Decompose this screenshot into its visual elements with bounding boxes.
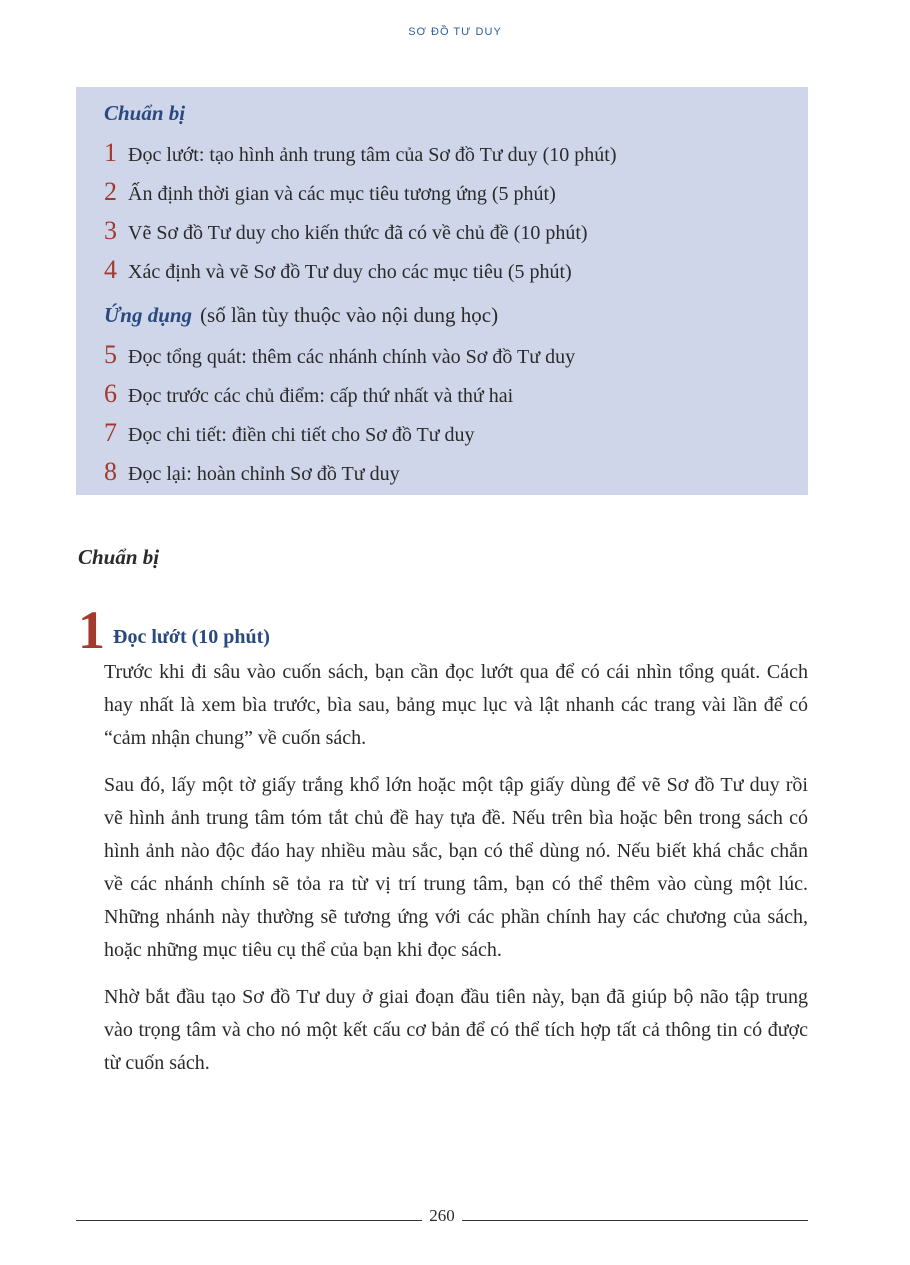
step-item <box>104 250 808 289</box>
step-number: 4 <box>104 255 117 284</box>
step-text: Đọc lại: hoàn chỉnh Sơ đồ Tư duy <box>128 463 400 485</box>
preparation-heading: Chuẩn bị <box>104 101 186 125</box>
steps-summary-box <box>76 87 808 495</box>
step-text: Vẽ Sơ đồ Tư duy cho kiến thức đã có về chủ đề (10 phút) <box>128 222 588 244</box>
paragraph: Nhờ bắt đầu tạo Sơ đồ Tư duy ở giai đoạn đầu tiên này, bạn đã giúp bộ não tập trung vào trọng tâm và cho nó một kết cấu cơ bản để có thể tích hợp tất cả thông tin có được từ cuốn sách. <box>104 986 808 1074</box>
step-item <box>104 133 808 172</box>
subsection-heading <box>78 600 270 660</box>
application-heading-row <box>104 299 808 331</box>
footer-rule-right <box>462 1220 808 1221</box>
page-footer <box>76 1206 808 1230</box>
step-number: 3 <box>104 216 117 245</box>
step-item <box>104 211 808 250</box>
step-number: 8 <box>104 457 117 486</box>
step-item <box>104 452 808 491</box>
paragraph: Trước khi đi sâu vào cuốn sách, bạn cần đọc lướt qua để có cái nhìn tổng quát. Cách hay nhất là xem bìa trước, bìa sau, bảng mục lục và lật nhanh các trang vài lần để có “cảm nhận chung” về cuốn sách. <box>104 661 808 749</box>
step-item <box>104 374 808 413</box>
paragraph: Sau đó, lấy một tờ giấy trắng khổ lớn hoặc một tập giấy dùng để vẽ Sơ đồ Tư duy rồi vẽ hình ảnh trung tâm tóm tắt chủ đề hay tựa đề. Nếu trên bìa hoặc bên trong sách có hình ảnh nào độc đáo hay nhiều màu sắc, bạn có thể dùng nó. Nếu biết khá chắc chắn về các nhánh chính sẽ tỏa ra từ vị trí trung tâm, bạn có thể thêm vào cùng một lúc. Những nhánh này thường sẽ tương ứng với các phần chính hay các chương của sách, hoặc những mục tiêu cụ thể của bạn khi đọc sách. <box>104 774 808 961</box>
step-text: Đọc lướt: tạo hình ảnh trung tâm của Sơ đồ Tư duy (10 phút) <box>128 144 617 166</box>
step-item <box>104 335 808 374</box>
subsection-number: 1 <box>78 600 105 660</box>
subsection-title: Đọc lướt (10 phút) <box>113 626 270 648</box>
step-item <box>104 413 808 452</box>
section-title: Chuẩn bị <box>78 545 160 569</box>
application-heading: Ứng dụng <box>104 303 193 327</box>
step-item <box>104 172 808 211</box>
step-number: 1 <box>104 138 117 167</box>
body-text <box>104 656 808 1094</box>
step-number: 6 <box>104 379 117 408</box>
running-header: SƠ ĐỒ TƯ DUY <box>408 26 502 38</box>
step-number: 2 <box>104 177 117 206</box>
step-text: Ấn định thời gian và các mục tiêu tương ứng (5 phút) <box>128 183 556 205</box>
step-text: Đọc tổng quát: thêm các nhánh chính vào Sơ đồ Tư duy <box>128 346 576 368</box>
step-text: Đọc chi tiết: điền chi tiết cho Sơ đồ Tư duy <box>128 424 475 446</box>
application-note: (số lần tùy thuộc vào nội dung học) <box>200 303 499 327</box>
step-number: 7 <box>104 418 117 447</box>
step-text: Đọc trước các chủ điểm: cấp thứ nhất và thứ hai <box>128 385 514 407</box>
step-number: 5 <box>104 340 117 369</box>
step-text: Xác định và vẽ Sơ đồ Tư duy cho các mục tiêu (5 phút) <box>128 261 572 283</box>
page-number: 260 <box>429 1206 455 1225</box>
